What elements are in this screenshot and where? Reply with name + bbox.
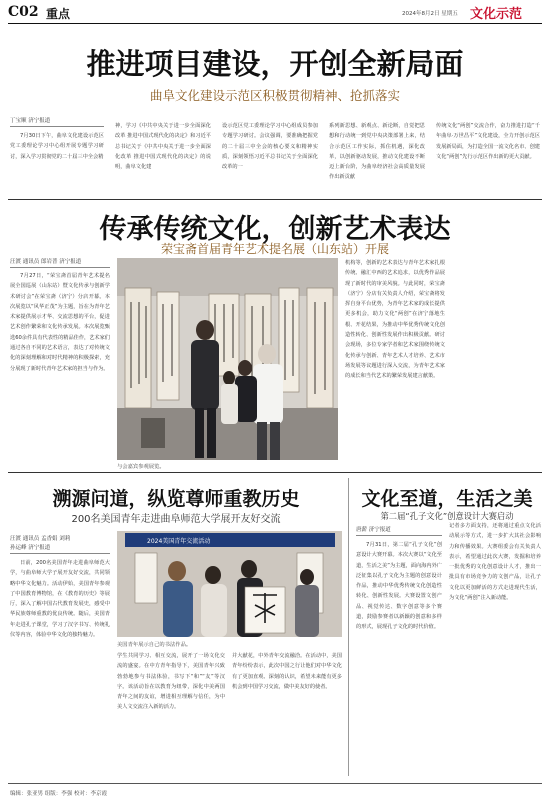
article4-subtitle: 第二届“孔子文化”创意设计大赛启动 [380, 511, 514, 521]
exhibition-photo-graphic [117, 258, 338, 460]
article3-title: 溯源问道，纵览尊师重教历史 [52, 488, 300, 510]
footer-credits: 编辑：张亚男 组版：李强 校对：李京霞 [10, 791, 107, 797]
article3-subtitle: 200名美国青年走进曲阜师范大学展开友好交流 [71, 514, 281, 525]
footer-rule [8, 783, 542, 784]
article2-title: 传承传统文化，创新艺术表达 [99, 214, 451, 245]
article1-title: 推进项目建设，开创全新局面 [86, 47, 464, 81]
calligraphy-photo-caption: 美国青年展示自己的书法作品。 [117, 642, 192, 648]
article2-byline: 汪渡 通讯员 郎岩普 济宁报道 [10, 259, 82, 265]
section-divider-1 [8, 199, 542, 200]
article2-col1: 7月27日，“荣宝斋首届青年艺术提名展全国巡展（山东站）暨文化传承与创新学术研讨会”在荣宝斋（济宁）分店开幕。本次展览以“风华正茂”为主题，旨在为青年艺术家提供展示才华、交流思想的平台，促进艺术创作繁荣和文化传承发展。本次展览甄选60余件具有代表性的精品佳作，艺术家们通过各自不同的艺术语言，表达了对传统文化的深刻理解和对时代精神的积极探索，充分展现了新时代青年艺术家的担当与作为。 [10, 273, 110, 372]
calligraphy-photo [117, 531, 342, 637]
article2-col3: 机构等，创新的艺术表达与青年艺术家扎根传统、融汇中西的艺术追求，以优秀作品展现了新时代的审美风貌。与此同时，荣宝斋（济宁）分店有关负责人介绍，荣宝斋将发挥自身平台优势，为青年艺术家的成长提供更多机会，助力文化“两创”在济宁落地生根、开花结果，为推动中华优秀传统文化创造性转化、创新性发展作出积极贡献。研讨会现场，多位专家学者和艺术家围绕传统文化传承与创新、青年艺术人才培养、艺术市场发展等议题进行深入交流，为青年艺术家的成长和当代艺术的繁荣发展建言献策。 [345, 260, 445, 380]
article4-byline: 唐薪 济宁报道 [356, 527, 391, 533]
date-line: 2024年8月2日 星期五 [402, 11, 458, 17]
article3-byline2: 孙运峰 济宁报道 [10, 545, 51, 551]
section-name: 重点 [46, 7, 71, 21]
article4-col1: 7月31日，第二届“孔子文化”创意设计大赛开幕。本次大赛以“文化至道，生活之美”为主题，面向海内外广泛征集以孔子文化为主题的创意设计作品，推动中华优秀传统文化创造性转化、创新性发展。大赛设置文创产品、视觉传达、数字创意等多个赛道，鼓励参赛者以新颖的创意和多样的形式，展现孔子文化的时代价值。 [356, 542, 442, 631]
exhibition-photo-caption: 与会嘉宾参观展览。 [117, 464, 165, 470]
article3-col3: 并大献花，中外青年交流融洽。在活动中，美国青年纷纷表示，此次中国之行让他们对中华文化有了更加直观、深刻的认识，希望未来能有更多机会到中国学习交流，做中美友好的使者。 [232, 653, 342, 690]
exhibition-photo [117, 258, 338, 460]
section-divider-2 [8, 472, 542, 473]
calligraphy-photo-banner: 2024美国青年交流活动 [147, 538, 211, 545]
article2-byline-rule [10, 267, 110, 268]
article1-col5: 传统文化“两创”交流合作，奋力推进打造“千年曲阜·万世昌平”文化建设，全力开创示范区发展新局面，为打造全国一流文化名市、创建文化“两创”先行示范区作出新的更大贡献。 [436, 123, 540, 160]
article1-col1: 7月30日下午，曲阜文化建设示范区党工委理论学习中心组开展专题学习研讨，深入学习贯彻党的二十届三中全会精 [10, 133, 104, 160]
page-code: C02 [8, 4, 39, 20]
brand-logo: 文化示范 [470, 7, 523, 22]
article1-col4: 系列新思想、新观点、新论断，自觉把思想和行动统一到党中央决策部署上来，结合示范区工作实际，抓住机遇，深化改革，以创新驱动发展，推动文化建设不断迈上新台阶，为曲阜经济社会高质量发展作出新贡献 [329, 123, 425, 181]
header-rule [8, 23, 542, 24]
article1-byline: 丁宝顺 济宁报道 [10, 118, 51, 124]
article1-byline-rule [10, 126, 104, 127]
calligraphy-photo-graphic [117, 531, 342, 637]
article3-byline: 汪渡 通讯员 孟香娟 刘莉 [10, 536, 71, 542]
article3-col1: 日前，200名美国青年走进曲阜师范大学，与曲阜师大学子展开友好交流，共同领略中华文化魅力。活动伊始，美国青年参观了中国教育博物馆，在《教育的历史》等展厅，深入了解中国古代教育发展史，感受中华民族尊师重教的优良传统。随后，美国青年走进孔子课堂，学习了汉字书写、传统礼仪等内容，体验中华文化的独特魅力。 [10, 560, 110, 639]
article4-title: 文化至道，生活之美 [361, 488, 533, 510]
article3-col2: 学生共同学习、相互交流，展开了一场文化交流的盛宴。在中方青年指导下，美国青年兴致勃勃地参与书法体验，书写下“和”“友”等汉字。该活动旨在以教育为纽带，深化中美两国青年之间的友谊，增进相互理解与信任，为中美人文交流注入新的活力。 [117, 653, 225, 711]
article3-byline-rule [10, 553, 110, 554]
article1-col2: 神，学习《中共中央关于进一步全面深化改革 推进中国式现代化的决定》和习近平总书记关于《中共中央关于进一步全面深化改革 推进中国式现代化的决定》的说明，曲阜文化建 [115, 123, 211, 171]
article2-subtitle: 荣宝斋首届青年艺术提名展（山东站）开展 [160, 242, 389, 256]
column-divider-lower [348, 478, 349, 776]
article4-col2: 记者多方面支持，还将通过重点文化活动展示等方式，进一步扩大其社会影响力和传播效果。大赛组委会有关负责人表示，希望通过此次大赛，发掘和培养一批优秀的文化创意设计人才，推出一批具有市场竞争力的文创产品，让孔子文化以更加鲜活的方式走进现代生活，为文化“两创”注入新动能。 [449, 523, 541, 602]
article1-col3: 设示范区党工委理论学习中心组成员参加专题学习研讨。会议强调，要准确把握党的二十届三中全会的核心要义和精神实质，深刻领悟习近平总书记关于全面深化改革的一 [222, 123, 318, 171]
article4-byline-rule [356, 535, 442, 536]
article1-subtitle: 曲阜文化建设示范区积极贯彻精神、抢抓落实 [149, 88, 400, 103]
